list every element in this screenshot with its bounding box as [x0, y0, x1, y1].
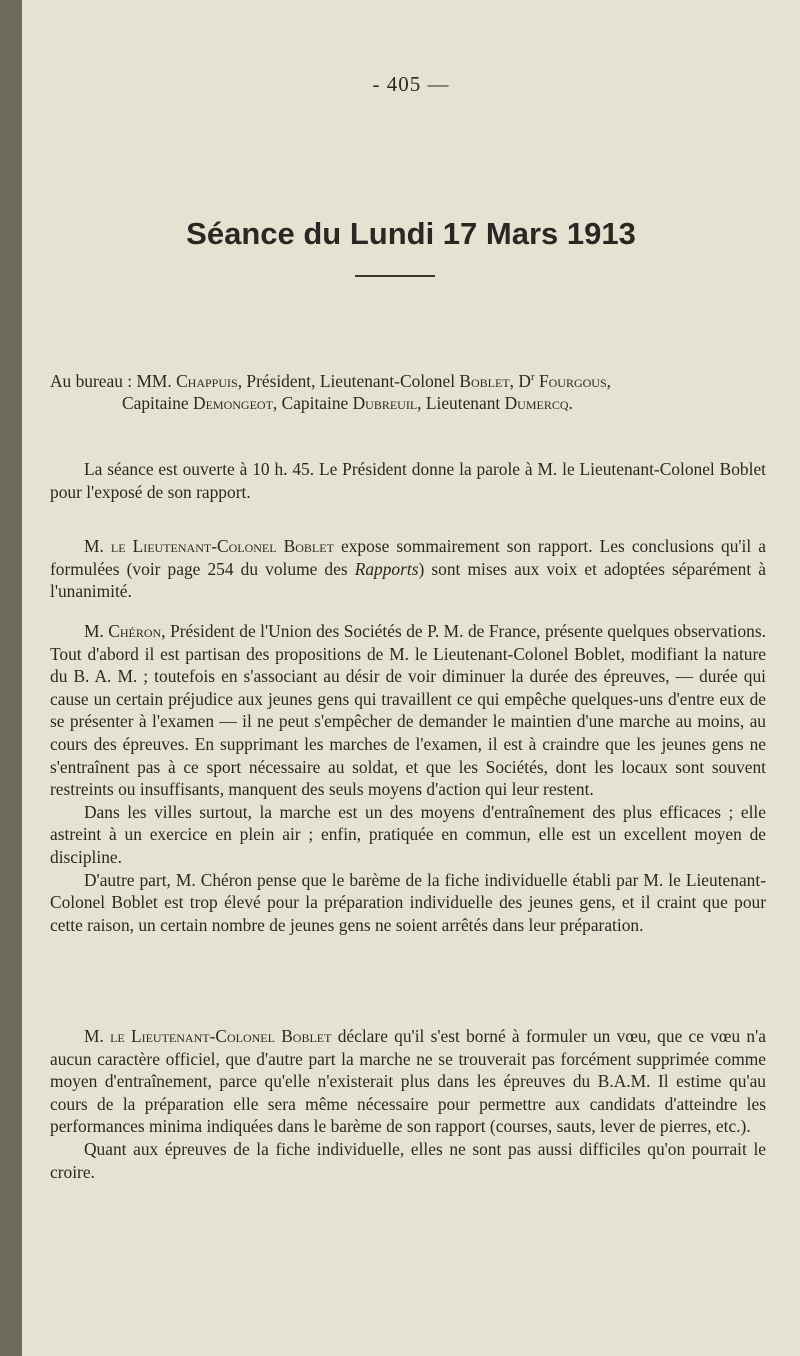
document-page — [22, 0, 800, 1356]
paragraph-cheron-block — [50, 620, 766, 936]
bureau-line-1: Au bureau : MM. Chappuis, Président, Lieutenant-Colonel Boblet, $D^r$ Fourgous, — [50, 370, 612, 391]
paragraph-marche: Dans les villes surtout, la marche est un des moyens d'entraînement des plus efficaces ; elle astreint à un exercice en plein air ; enfin, pratiquée en commun, elle est un excellent moyen de discipline. — [50, 801, 766, 867]
page-title: Séance du Lundi 17 Mars 1913 — [186, 216, 636, 251]
bureau-line-2: Capitaine Demongeot, Capitaine Dubreuil, Lieutenant Dumercq. — [122, 393, 573, 414]
paragraph-opening: La séance est ouverte à 10 h. 45. Le Président donne la parole à M. le Lieutenant-Colonel Boblet pour l'exposé de son rapport. — [50, 459, 766, 502]
bureau-block — [50, 366, 766, 415]
paragraph-boblet-reply: M. le Lieutenant-Colonel Boblet déclare qu'il s'est borné à formuler un vœu, que ce vœu n'a aucun caractère officiel, que d'autre part la marche ne se trouverait pas forcément supprimée comme moyen d'entraînement, parce qu'elle n'existerait plus dans les épreuves du B.A.M. Il estime qu'au cours de la préparation elle sera même nécessaire pour permettre aux candidats d'atteindre les performances minima indiquées dans le barème de son rapport (courses, sauts, lever de pierres, etc.). — [50, 1026, 766, 1137]
paragraph-fiche: Quant aux épreuves de la fiche individuelle, elles ne sont pas aussi difficiles qu'on pourrait le croire. — [50, 1138, 766, 1182]
title-divider — [355, 275, 435, 277]
page-number: - 405 — — [372, 72, 450, 96]
paragraph-bareme: D'autre part, M. Chéron pense que le barème de la fiche individuelle établi par M. le Lieutenant-Colonel Boblet est trop élevé pour la préparation individuelle des jeunes gens, et il craint que pour cette raison, un certain nombre de jeunes gens ne soient arrêtés dans leur préparation. — [50, 869, 766, 935]
paragraph-boblet-report: M. le Lieutenant-Colonel Boblet expose sommairement son rapport. Les conclusions qu'il a formulées (voir page 254 du volume des Rapports) sont mises aux voix et adoptées séparément à l'unanimité. — [50, 536, 766, 602]
paragraph-boblet-reply-block — [50, 1025, 766, 1183]
paragraph-cheron: M. Chéron, Président de l'Union des Sociétés de P. M. de France, présente quelques observations. Tout d'abord il est partisan des propositions de M. le Lieutenant-Colonel Boblet, modifiant la nature du B. A. M. ; toutefois en s'associant au désir de voir diminuer la durée des épreuves, — durée qui cause un certain préjudice aux jeunes gens qui travaillent ce qui empêche quelques-uns d'entre eux de se présenter à l'examen — il ne peut s'empêcher de demander le maintien d'une marche au moins, au cours des épreuves. En supprimant les marches de l'examen, il est à craindre que les jeunes gens ne s'entraînent pas à ce sport nécessaire au soldat, et que les Sociétés, dont les locaux sont souvent restreints ou insuffisants, manquent des seuls moyens d'action qui leur restent. — [50, 621, 766, 800]
